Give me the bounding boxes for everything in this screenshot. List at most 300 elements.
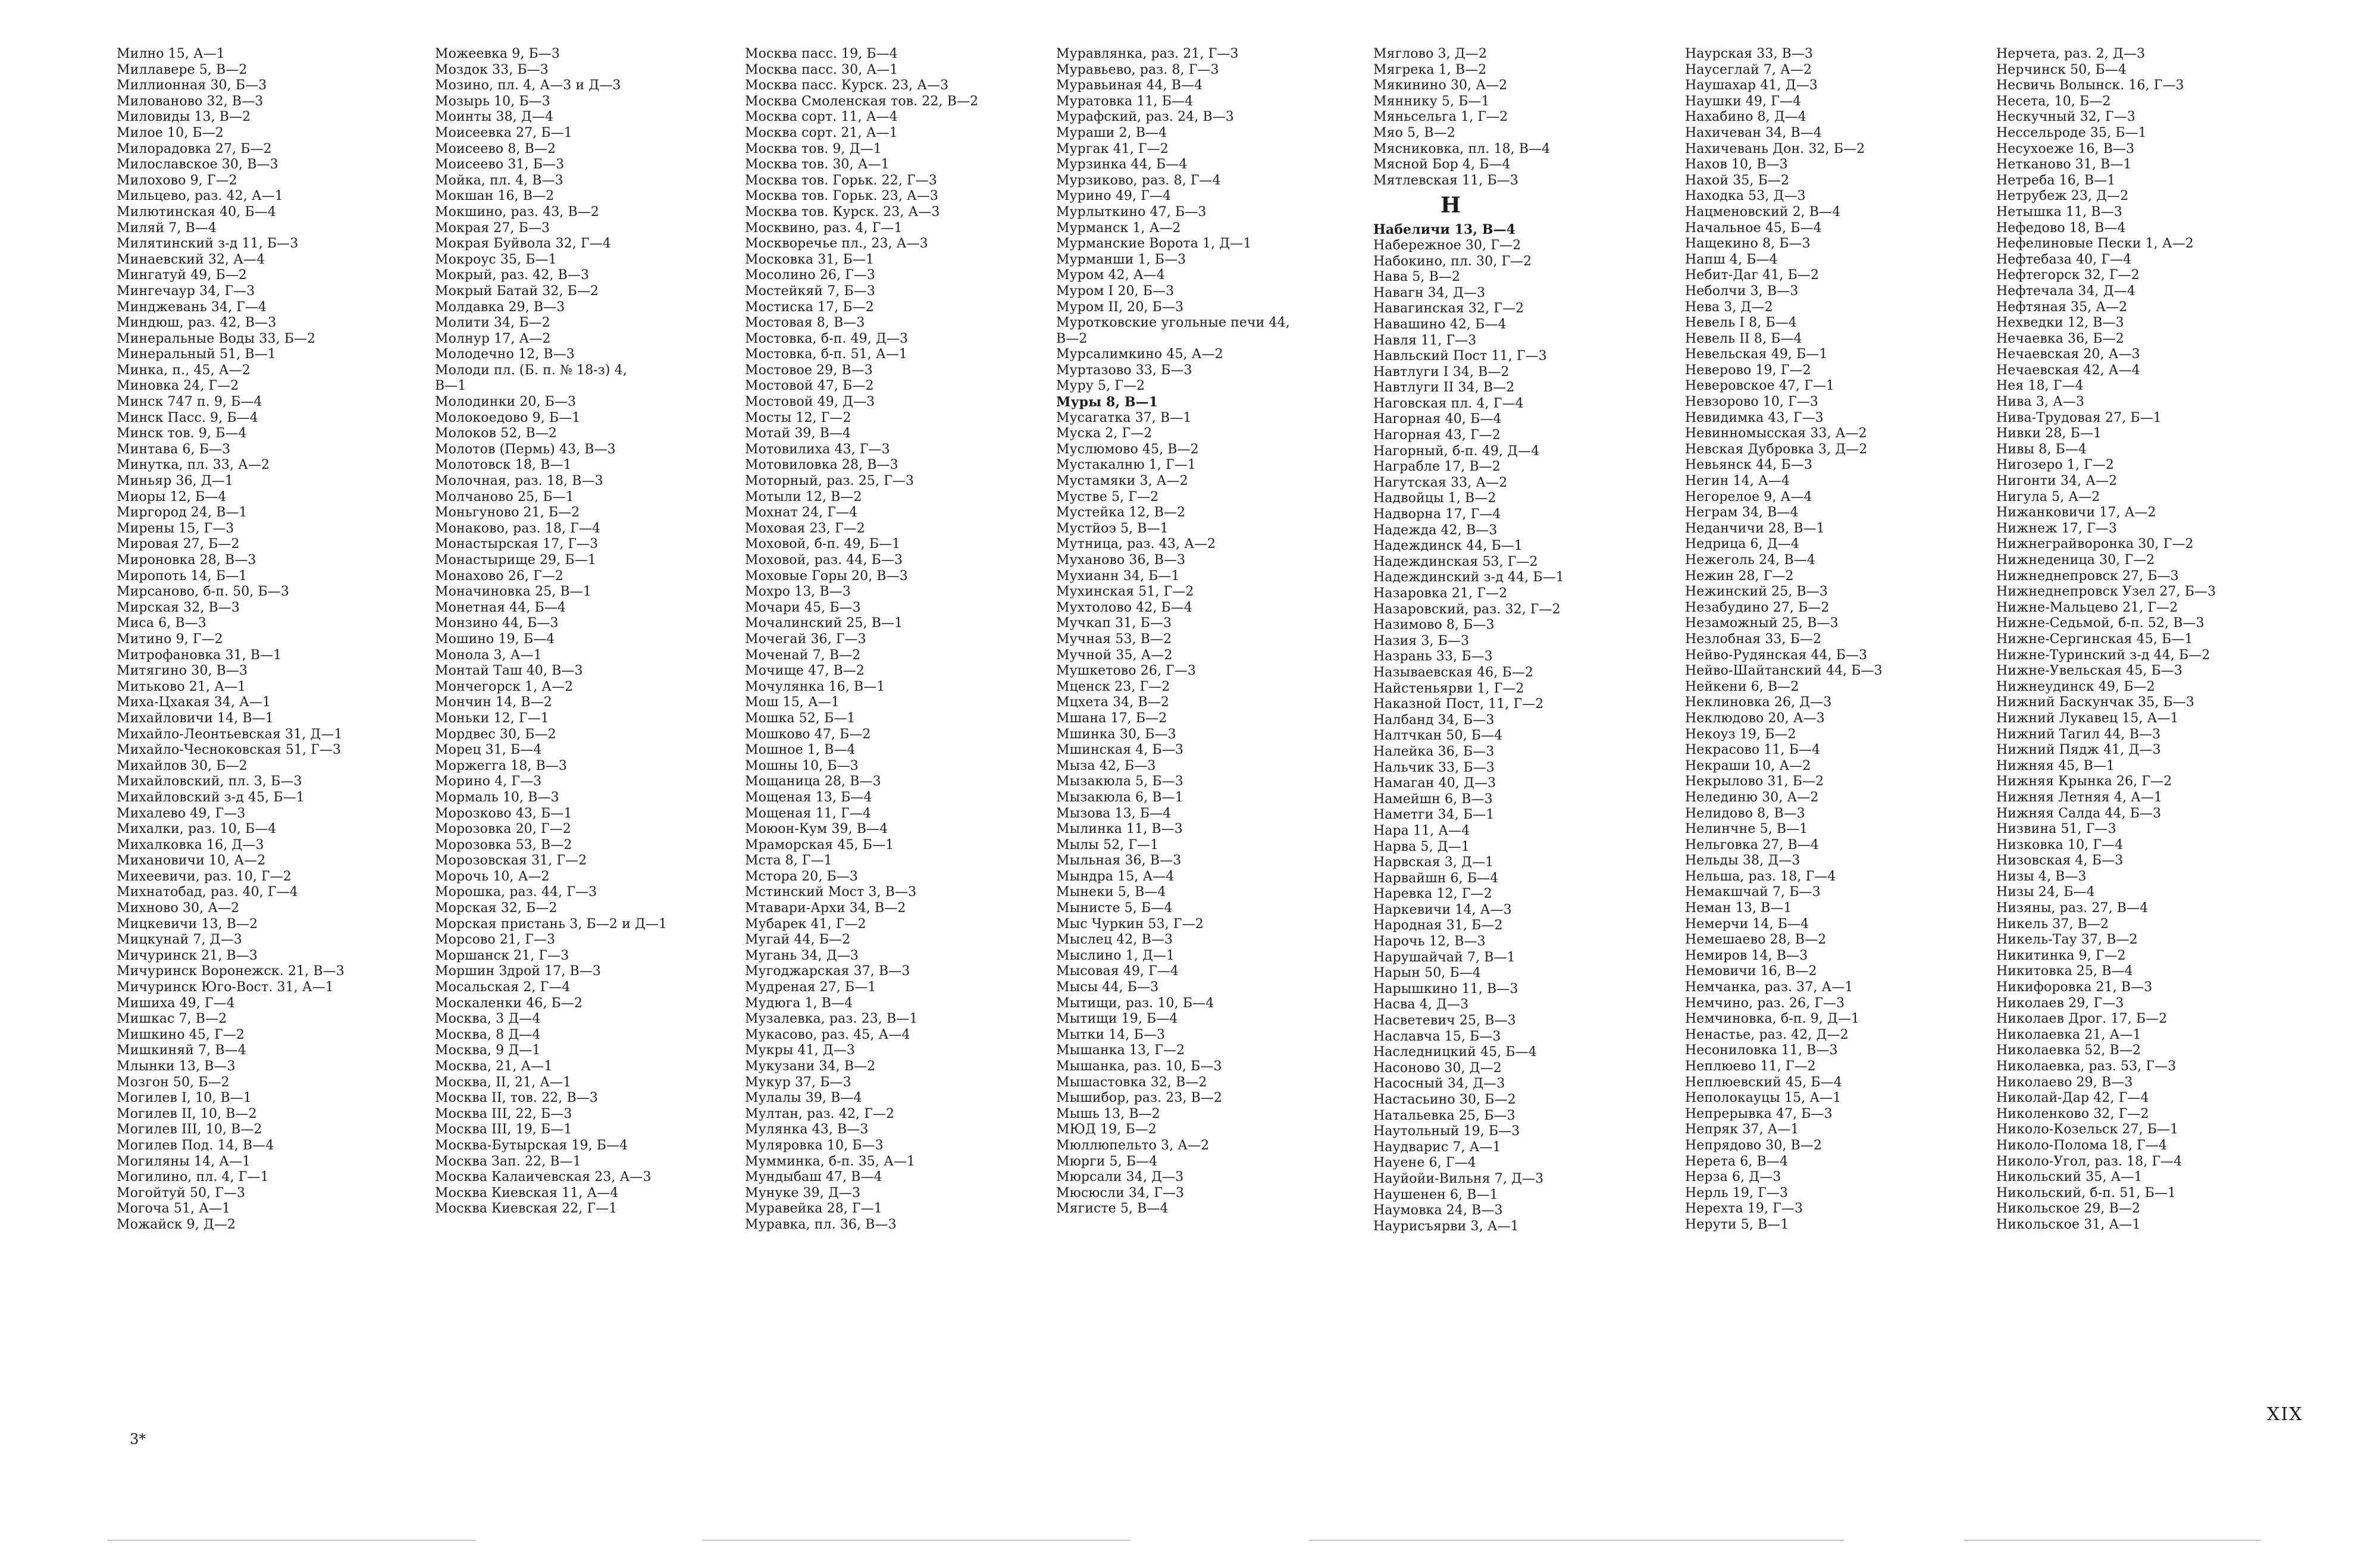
- index-entry: Наудварис 7, А—1: [1373, 1139, 1501, 1155]
- index-entry: Некрасово 11, Б—4: [1685, 742, 1821, 758]
- index-entry: Нигула 5, А—2: [1996, 489, 2100, 504]
- index-entry: Миляй 7, В—4: [117, 220, 217, 236]
- index-entry: Неплюево 11, Г—2: [1685, 1059, 1816, 1074]
- index-entry: Нессельроде 35, Б—1: [1996, 125, 2147, 140]
- index-entry: Милно 15, А—1: [117, 46, 226, 61]
- index-entry: Муравьево, раз. 8, Г—3: [1056, 62, 1219, 77]
- index-entry: Мироновка 28, В—3: [117, 553, 256, 568]
- index-entry: Мингатуй 49, Б—2: [117, 268, 248, 283]
- index-entry: Насва 4, Д—3: [1373, 997, 1469, 1013]
- index-entry: Мордвес 30, Б—2: [435, 726, 556, 742]
- index-entry: Николаевка, раз. 53, Г—3: [1996, 1059, 2177, 1074]
- index-entry: Моньгуново 21, Б—2: [435, 505, 580, 521]
- index-entry: Никитинка 9, Г—2: [1996, 948, 2126, 963]
- index-entry: Немешаево 28, В—2: [1685, 932, 1827, 948]
- index-entry: Немчиновка, б-п. 9, Д—1: [1685, 1011, 1860, 1027]
- index-entry: Наушахар 41, Д—3: [1685, 78, 1818, 93]
- index-entry: Николаев 29, Г—3: [1996, 995, 2124, 1011]
- index-entry: Мончегорск 1, А—2: [435, 679, 574, 694]
- index-entry: Москва Киевская 11, А—4: [435, 1185, 619, 1201]
- index-entry: Мудреная 27, Б—1: [745, 980, 876, 995]
- index-entry: Никольское 31, А—1: [1996, 1217, 2141, 1232]
- index-entry: Мирсаново, б-п. 50, Б—3: [117, 584, 290, 600]
- bottom-rule: [1964, 1540, 2261, 1541]
- index-entry: Немерчи 14, Б—4: [1685, 916, 1809, 932]
- index-column-6: [1685, 46, 1994, 1233]
- index-entry: Немиров 14, В—3: [1685, 948, 1808, 963]
- index-entry: Намейшн 6, В—3: [1373, 791, 1493, 807]
- index-entry: Минутка, пл. 33, А—2: [117, 457, 270, 473]
- index-entry: Нахичевань Дон. 32, Б—2: [1685, 141, 1865, 156]
- index-entry: Муслюмово 45, В—2: [1056, 441, 1199, 457]
- index-entry: Налбанд 34, Б—3: [1373, 712, 1495, 728]
- index-entry: Монаково, раз. 18, Г—4: [435, 521, 601, 536]
- index-entry: Найстеньярви 1, Г—2: [1373, 681, 1524, 696]
- index-entry: Мягисте 5, В—4: [1056, 1201, 1169, 1217]
- index-entry: МЮД 19, Б—2: [1056, 1122, 1157, 1138]
- index-entry: Минеральные Воды 33, Б—2: [117, 331, 316, 346]
- index-entry: Миропоть 14, Б—1: [117, 568, 248, 584]
- index-entry: Мухтолово 42, Б—4: [1056, 600, 1192, 615]
- index-entry: Мудюга 1, В—4: [745, 995, 853, 1011]
- index-entry: Миновка 24, Г—2: [117, 378, 239, 394]
- index-entry: Мюсюсли 34, Г—3: [1056, 1185, 1185, 1201]
- index-entry: Мильцево, раз. 42, А—1: [117, 189, 283, 204]
- index-entry: Михайло-Чесноковская 51, Г—3: [117, 742, 342, 758]
- index-entry: Мыльная 36, В—3: [1056, 853, 1182, 869]
- index-entry: Мозгон 50, Б—2: [117, 1074, 230, 1090]
- index-entry: Мукузани 34, В—2: [745, 1059, 876, 1074]
- index-entry: Нетреба 16, В—1: [1996, 173, 2116, 188]
- index-entry: Муртазово 33, Б—3: [1056, 362, 1192, 378]
- index-entry: Миньяр 36, Д—1: [117, 474, 234, 489]
- index-entry: Моховая 23, Г—2: [745, 521, 865, 536]
- index-entry: Невская Дубровка 3, Д—2: [1685, 441, 1868, 457]
- index-entry: Моторный, раз. 25, Г—3: [745, 474, 915, 489]
- index-entry: Назаровский, раз. 32, Г—2: [1373, 601, 1561, 617]
- index-entry: Мубарек 41, Г—2: [745, 916, 866, 932]
- index-entry: Навльский Пост 11, Г—3: [1373, 349, 1547, 364]
- index-entry: Мытки 14, Б—3: [1056, 1027, 1166, 1042]
- index-entry: Надеждинск 44, Б—1: [1373, 538, 1523, 554]
- index-entry: Науене 6, Г—4: [1373, 1155, 1476, 1171]
- index-entry: Непрерывка 47, Б—3: [1685, 1106, 1833, 1121]
- index-entry: Незабудино 27, Б—2: [1685, 600, 1830, 615]
- index-entry: Муры 8, В—1: [1056, 394, 1158, 410]
- index-entry: Нежеголь 24, В—4: [1685, 553, 1815, 568]
- index-entry: Миоры 12, Б—4: [117, 489, 227, 504]
- index-entry: Можайск 9, Д—2: [117, 1217, 236, 1232]
- index-entry: Мултан, раз. 42, Г—2: [745, 1106, 895, 1121]
- index-entry: Монетная 44, Б—4: [435, 600, 566, 615]
- index-entry: Моршанск 21, Г—3: [435, 948, 569, 963]
- index-entry: Навтлуги I 34, В—2: [1373, 364, 1510, 380]
- index-entry: Насоново 30, Д—2: [1373, 1060, 1502, 1076]
- index-entry: Низы 4, В—3: [1996, 869, 2087, 884]
- index-entry: Невель I 8, Б—4: [1685, 315, 1797, 331]
- index-entry: Нерчета, раз. 2, Д—3: [1996, 46, 2146, 61]
- index-entry: Ненастье, раз. 42, Д—2: [1685, 1027, 1849, 1042]
- index-entry: Нерета 6, В—4: [1685, 1154, 1789, 1169]
- index-entry: Москва, II, 21, А—1: [435, 1074, 572, 1090]
- index-entry: Московка 31, Б—1: [745, 252, 875, 267]
- index-entry: Нахой 35, Б—2: [1685, 173, 1790, 188]
- index-entry: Нава 5, В—2: [1373, 270, 1461, 285]
- index-entry: Мюрги 5, Б—4: [1056, 1154, 1158, 1169]
- index-entry: Молотовск 18, В—1: [435, 457, 572, 473]
- index-entry: Мынисте 5, Б—4: [1056, 901, 1173, 916]
- index-entry: Минеральный 51, В—1: [117, 347, 276, 362]
- index-entry: Москва, 21, А—1: [435, 1059, 553, 1074]
- index-entry: Миргород 24, В—1: [117, 505, 248, 521]
- index-entry: Нацменовский 2, В—4: [1685, 204, 1841, 220]
- index-entry: Мощеная 13, Б—4: [745, 789, 872, 805]
- index-entry: Николо-Полома 18, Г—4: [1996, 1138, 2168, 1153]
- index-entry: Нарва 5, Д—1: [1373, 839, 1470, 854]
- index-entry: Миса 6, В—3: [117, 616, 206, 631]
- index-entry: Миловиды 13, В—2: [117, 109, 251, 125]
- index-entry: Михановичи 10, А—2: [117, 853, 266, 869]
- index-entry: Низяны, раз. 27, В—4: [1996, 901, 2149, 916]
- index-entry: Мосальская 2, Г—4: [435, 980, 571, 995]
- index-entry: Надворна 17, Г—4: [1373, 507, 1501, 522]
- index-entry: Мировая 27, Б—2: [117, 537, 240, 552]
- index-entry: Мылинка 11, В—3: [1056, 822, 1183, 837]
- index-entry: Мценск 23, Г—2: [1056, 679, 1170, 694]
- index-entry: Нижне-Увельская 45, Б—3: [1996, 663, 2182, 679]
- index-entry: Мирены 15, Г—3: [117, 521, 234, 536]
- index-entry: Мурсалимкино 45, А—2: [1056, 347, 1223, 362]
- index-entry: Навагн 34, Д—3: [1373, 285, 1486, 300]
- index-entry: Мухинская 51, Г—2: [1056, 584, 1194, 600]
- index-entry: Моньки 12, Г—1: [435, 710, 549, 726]
- index-entry: Миха-Цхакая 34, А—1: [117, 695, 271, 710]
- index-entry: Мокрая 27, Б—3: [435, 220, 550, 236]
- index-entry: Незлобная 33, Б—2: [1685, 631, 1822, 647]
- index-entry: Муром II, 20, Б—3: [1056, 299, 1184, 315]
- index-entry: Нахов 10, В—3: [1685, 157, 1788, 173]
- index-entry: Невельская 49, Б—1: [1685, 347, 1828, 362]
- index-entry: Николенково 32, Г—2: [1996, 1106, 2149, 1121]
- index-entry: Награбле 17, В—2: [1373, 459, 1501, 475]
- index-entry: Никель-Тау 37, В—2: [1996, 932, 2138, 948]
- index-entry: Минтава 6, Б—3: [117, 441, 231, 457]
- index-entry: Мызакюла 6, В—1: [1056, 789, 1183, 805]
- index-entry: Мугань 34, Д—3: [745, 948, 859, 963]
- index-entry: Низы 24, Б—4: [1996, 885, 2095, 900]
- index-entry: Москва пасс. 30, А—1: [745, 62, 898, 77]
- index-entry: Нижнеднепровск Узел 27, Б—3: [1996, 584, 2216, 600]
- index-entry: Мтавари-Архи 34, В—2: [745, 901, 906, 916]
- index-entry: Неболчи 3, В—3: [1685, 283, 1799, 299]
- index-entry: Москва тов. Горьк. 22, Г—3: [745, 173, 937, 188]
- index-entry: Милохово 9, Г—2: [117, 173, 237, 188]
- index-entry: Недрица 6, Д—4: [1685, 537, 1800, 552]
- index-entry: Муравлянка, раз. 21, Г—3: [1056, 46, 1239, 61]
- index-entry: Могилино, пл. 4, Г—1: [117, 1170, 269, 1185]
- index-entry: Нерчинск 50, Б—4: [1996, 62, 2127, 77]
- index-entry: Молдавка 29, В—3: [435, 299, 565, 315]
- index-entry: Мосты 12, Г—2: [745, 410, 851, 425]
- index-entry: Небит-Даг 41, Б—2: [1685, 268, 1820, 283]
- index-entry: Нейкени 6, В—2: [1685, 679, 1799, 694]
- index-entry: Неграм 34, В—4: [1685, 505, 1799, 521]
- index-entry: Непряк 37, А—1: [1685, 1122, 1799, 1138]
- index-entry: Несета, 10, Б—2: [1996, 93, 2111, 109]
- index-entry: Митино 9, Г—2: [117, 631, 223, 647]
- index-entry: Назимово 8, Б—3: [1373, 618, 1495, 633]
- index-entry: Мотай 39, В—4: [745, 426, 851, 441]
- index-entry: Москва тов. Горьк. 23, А—3: [745, 189, 938, 204]
- index-entry: Нивы 8, Б—4: [1996, 441, 2087, 457]
- index-entry: Мытищи 19, Б—4: [1056, 1011, 1178, 1027]
- index-column-7: [1996, 46, 2306, 1233]
- index-entry: Мустйоэ 5, В—1: [1056, 521, 1169, 536]
- index-entry: Мяглово 3, Д—2: [1373, 46, 1488, 61]
- index-entry: Мустве 5, Г—2: [1056, 489, 1159, 504]
- index-entry: Мягрека 1, В—2: [1373, 62, 1487, 77]
- index-entry: Могилев III, 10, В—2: [117, 1122, 262, 1138]
- index-entry: Неклюдово 20, А—3: [1685, 710, 1825, 726]
- index-entry: Молнур 17, А—2: [435, 331, 551, 346]
- index-entry: Нива-Трудовая 27, Б—1: [1996, 410, 2162, 425]
- index-entry: Нарочь 12, В—3: [1373, 934, 1486, 950]
- index-entry: Мишкас 7, В—2: [117, 1011, 227, 1027]
- index-entry: Митьково 21, А—1: [117, 679, 246, 694]
- index-entry: Мостовка, б-п. 51, А—1: [745, 347, 907, 362]
- index-entry: Мустейка 12, В—2: [1056, 505, 1186, 521]
- index-entry: Мюллюпельто 3, А—2: [1056, 1138, 1210, 1153]
- index-entry: Мичуринск Воронежск. 21, В—3: [117, 964, 345, 979]
- index-entry: Москва III, 19, Б—1: [435, 1122, 572, 1138]
- index-entry: Немовичи 16, В—2: [1685, 964, 1817, 979]
- index-entry: Мозино, пл. 4, А—3 и Д—3: [435, 78, 621, 93]
- index-entry: Минск 747 п. 9, Б—4: [117, 394, 262, 410]
- index-entry: Надвойцы 1, В—2: [1373, 491, 1496, 506]
- index-entry: Нелинчне 5, В—1: [1685, 822, 1808, 837]
- index-entry: Мочище 47, В—2: [745, 663, 865, 679]
- index-entry: Моршин Здрой 17, В—3: [435, 964, 602, 979]
- index-entry: Михалковка 16, Д—3: [117, 837, 264, 853]
- index-entry: Нефедово 18, В—4: [1996, 220, 2126, 236]
- index-entry: Милославское 30, В—3: [117, 157, 278, 173]
- index-entry: Никитовка 25, В—4: [1996, 964, 2133, 979]
- index-entry: Нечаевка 36, Б—2: [1996, 331, 2124, 346]
- index-entry: Миндюш, раз. 42, В—3: [117, 315, 277, 331]
- index-entry: Николай-Дар 42, Г—4: [1996, 1091, 2149, 1106]
- index-entry: Невидимка 43, Г—3: [1685, 410, 1824, 425]
- index-entry: Мочегай 36, Г—3: [745, 631, 866, 647]
- index-entry: Негорелое 9, А—4: [1685, 489, 1812, 504]
- index-entry: Мичуринск Юго-Вост. 31, А—1: [117, 980, 334, 995]
- index-column-1: [117, 46, 426, 1233]
- index-entry: Нейво-Шайтанский 44, Б—3: [1685, 663, 1883, 679]
- index-entry: Мошка 52, Б—1: [745, 710, 856, 726]
- index-entry: Наушки 49, Г—4: [1685, 93, 1802, 109]
- index-entry: Нежин 28, Г—2: [1685, 568, 1794, 584]
- index-entry: Морино 4, Г—3: [435, 774, 542, 789]
- index-entry: Мылы 52, Г—1: [1056, 837, 1159, 853]
- index-entry: Москва пасс. 19, Б—4: [745, 46, 898, 61]
- index-entry: Нагутская 33, А—2: [1373, 475, 1508, 490]
- index-entry: Морская 32, Б—2: [435, 901, 558, 916]
- index-entry: Наушенен 6, В—1: [1373, 1187, 1498, 1202]
- index-entry: Мончин 14, В—2: [435, 695, 552, 710]
- index-entry: Нея 18, Г—4: [1996, 378, 2084, 394]
- index-entry: Москва, 8 Д—4: [435, 1027, 541, 1042]
- index-entry: Мяньсельга 1, Г—2: [1373, 109, 1508, 125]
- index-entry: Мыслино 1, Д—1: [1056, 948, 1175, 963]
- index-entry: Могоча 51, А—1: [117, 1201, 231, 1217]
- index-entry: Невель II 8, Б—4: [1685, 331, 1802, 346]
- index-entry: В—1: [435, 378, 466, 394]
- index-entry: Мочари 45, Б—3: [745, 600, 861, 615]
- index-column-5: [1373, 46, 1683, 1234]
- index-entry: Находка 53, Д—3: [1685, 189, 1806, 204]
- index-entry: Нижняя Крынка 26, Г—2: [1996, 774, 2172, 789]
- index-entry: Нижнеденица 30, Г—2: [1996, 553, 2155, 568]
- index-entry: Мингечаур 34, Г—3: [117, 283, 255, 299]
- index-entry: Морсово 21, Г—3: [435, 932, 556, 948]
- index-entry: Монастырище 29, Б—1: [435, 553, 596, 568]
- index-entry: Нехведки 12, В—3: [1996, 315, 2124, 331]
- index-entry: Мундыбаш 47, В—4: [745, 1170, 882, 1185]
- index-entry: Мостовое 29, В—3: [745, 362, 873, 378]
- index-entry: Михайло-Леонтьевская 31, Д—1: [117, 726, 343, 742]
- index-entry: Мяннику 5, Б—1: [1373, 93, 1490, 109]
- index-entry: Можеевка 9, Б—3: [435, 46, 560, 61]
- index-entry: Нара 11, А—4: [1373, 823, 1470, 838]
- index-entry: Нигонти 34, А—2: [1996, 474, 2118, 489]
- index-entry: Муротковские угольные печи 44,: [1056, 315, 1290, 331]
- index-entry: Нельды 38, Д—3: [1685, 853, 1800, 869]
- index-entry: Москва сорт. 11, А—4: [745, 109, 898, 125]
- index-entry: Невзорово 10, Г—3: [1685, 394, 1819, 410]
- index-entry: Нечаевская 20, А—3: [1996, 347, 2140, 362]
- index-entry: Нижанковичи 17, А—2: [1996, 505, 2156, 521]
- index-entry: Мукур 37, Б—3: [745, 1074, 851, 1090]
- bottom-rule: [107, 1540, 476, 1541]
- index-entry: Молотов (Пермь) 43, В—3: [435, 441, 616, 457]
- index-entry: Моховые Горы 20, В—3: [745, 568, 908, 584]
- index-entry: Москва, 3 Д—4: [435, 1011, 541, 1027]
- index-entry: Мясной Бор 4, Б—4: [1373, 157, 1511, 173]
- index-entry: Мстинский Мост 3, В—3: [745, 885, 917, 900]
- index-entry: Надежда 42, В—3: [1373, 522, 1498, 538]
- index-entry: Михново 30, А—2: [117, 901, 240, 916]
- index-entry: Низковка 10, Г—4: [1996, 837, 2124, 853]
- page-number: XIX: [2267, 1404, 2303, 1425]
- index-entry: Николаевка 21, А—1: [1996, 1027, 2141, 1042]
- index-entry: Молити 34, Б—2: [435, 315, 550, 331]
- index-entry: Москва, 9 Д—1: [435, 1043, 541, 1058]
- index-entry: Мумминка, б-п. 35, А—1: [745, 1154, 916, 1169]
- index-entry: Назаровка 21, Г—2: [1373, 586, 1508, 601]
- index-entry: Митягино 30, В—3: [117, 663, 248, 679]
- index-entry: Мяо 5, В—2: [1373, 125, 1455, 140]
- index-entry: Мохнат 24, Г—4: [745, 505, 858, 521]
- index-entry: Муратовка 11, Б—4: [1056, 93, 1194, 109]
- index-entry: Мурзиково, раз. 8, Г—4: [1056, 173, 1221, 188]
- index-entry: Мышанка, раз. 10, Б—3: [1056, 1059, 1222, 1074]
- index-entry: Мыс Чуркин 53, Г—2: [1056, 916, 1204, 932]
- index-entry: Муром I 20, Б—3: [1056, 283, 1175, 299]
- index-entry: Молокоедово 9, Б—1: [435, 410, 581, 425]
- index-entry: Монастырская 17, Г—3: [435, 537, 599, 552]
- index-entry: Мостиска 17, Б—2: [745, 299, 874, 315]
- index-entry: Мокшан 16, В—2: [435, 189, 555, 204]
- index-entry: Муру 5, Г—2: [1056, 378, 1145, 394]
- index-entry: Наутольный 19, Б—3: [1373, 1124, 1520, 1139]
- index-entry: Мшана 17, Б—2: [1056, 710, 1167, 726]
- index-entry: Нелединю 30, А—2: [1685, 789, 1819, 805]
- index-entry: Могилев I, 10, В—1: [117, 1091, 252, 1106]
- index-entry: Нерза 6, Д—3: [1685, 1170, 1781, 1185]
- index-entry: Минск тов. 9, Б—4: [117, 426, 247, 441]
- index-entry: Михнатобад, раз. 40, Г—4: [117, 885, 298, 900]
- index-entry: Мочулянка 16, В—1: [745, 679, 885, 694]
- index-entry: Мустамяки 3, А—2: [1056, 474, 1188, 489]
- index-entry: Нижне-Сергинская 45, Б—1: [1996, 631, 2193, 647]
- index-entry: Молочная, раз. 18, В—3: [435, 474, 603, 489]
- index-entry: Надеждинский з-д 44, Б—1: [1373, 570, 1564, 585]
- index-entry: Москва сорт. 21, А—1: [745, 125, 898, 140]
- index-entry: Нижняя 45, В—1: [1996, 758, 2115, 773]
- index-entry: Морочь 10, А—2: [435, 869, 550, 884]
- index-entry: Неверово 19, Г—2: [1685, 362, 1811, 378]
- index-entry: Митрофановка 31, В—1: [117, 647, 282, 663]
- index-entry: Низвина 51, Г—3: [1996, 822, 2116, 837]
- index-entry: Наметги 34, Б—1: [1373, 807, 1495, 823]
- index-entry: Мучная 53, В—2: [1056, 631, 1172, 647]
- index-entry: Нефтебаза 40, Г—4: [1996, 252, 2132, 267]
- index-entry: Моздок 33, Б—3: [435, 62, 549, 77]
- index-entry: Москва Смоленская тов. 22, В—2: [745, 93, 979, 109]
- index-entry: Михалево 49, Г—3: [117, 806, 246, 821]
- index-entry: Мятлевская 11, Б—3: [1373, 173, 1518, 188]
- index-entry: Михеевичи, раз. 10, Г—2: [117, 869, 292, 884]
- index-entry: Мызакюла 5, Б—3: [1056, 774, 1183, 789]
- index-entry: Мугай 44, Б—2: [745, 932, 851, 948]
- index-entry: Мурзинка 44, Б—4: [1056, 157, 1188, 173]
- index-entry: Мотовилиха 43, Г—3: [745, 441, 890, 457]
- index-entry: Милятинский з-д 11, Б—3: [117, 236, 299, 252]
- index-entry: Монтай Таш 40, В—3: [435, 663, 583, 679]
- index-entry: Никольский, б-п. 51, Б—1: [1996, 1185, 2177, 1201]
- index-entry: Непрядово 30, В—2: [1685, 1138, 1822, 1153]
- index-entry: Нарвская 3, Д—1: [1373, 855, 1494, 870]
- index-entry: Монахово 26, Г—2: [435, 568, 563, 584]
- index-entry: Нижний Лукавец 15, А—1: [1996, 710, 2179, 726]
- index-entry: Николаевка 52, В—2: [1996, 1043, 2141, 1058]
- index-entry: Наумовка 24, В—3: [1373, 1203, 1503, 1218]
- index-entry: Морозовская 31, Г—2: [435, 853, 587, 869]
- index-entry: Мотовиловка 28, В—3: [745, 457, 898, 473]
- index-entry: Москва Зап. 22, В—1: [435, 1154, 581, 1169]
- index-entry: Нагорная 43, Г—2: [1373, 428, 1501, 443]
- index-entry: Мутница, раз. 43, А—2: [1056, 537, 1216, 552]
- index-entry: Немчанка, раз. 37, А—1: [1685, 980, 1853, 995]
- index-entry: Мунуке 39, Д—3: [745, 1185, 861, 1201]
- index-entry: Москва пасс. Курск. 23, А—3: [745, 78, 949, 93]
- index-entry: Мошково 47, Б—2: [745, 726, 871, 742]
- index-entry: Нижний Тагил 44, В—3: [1996, 726, 2161, 742]
- index-entry: Нарышкино 11, В—3: [1373, 981, 1518, 997]
- index-entry: Нахабино 8, Д—4: [1685, 109, 1807, 125]
- index-entry: Натальевка 25, Б—3: [1373, 1108, 1515, 1123]
- index-entry: Мысовая 49, Г—4: [1056, 964, 1179, 979]
- index-entry: Налтчкан 50, Б—4: [1373, 728, 1503, 744]
